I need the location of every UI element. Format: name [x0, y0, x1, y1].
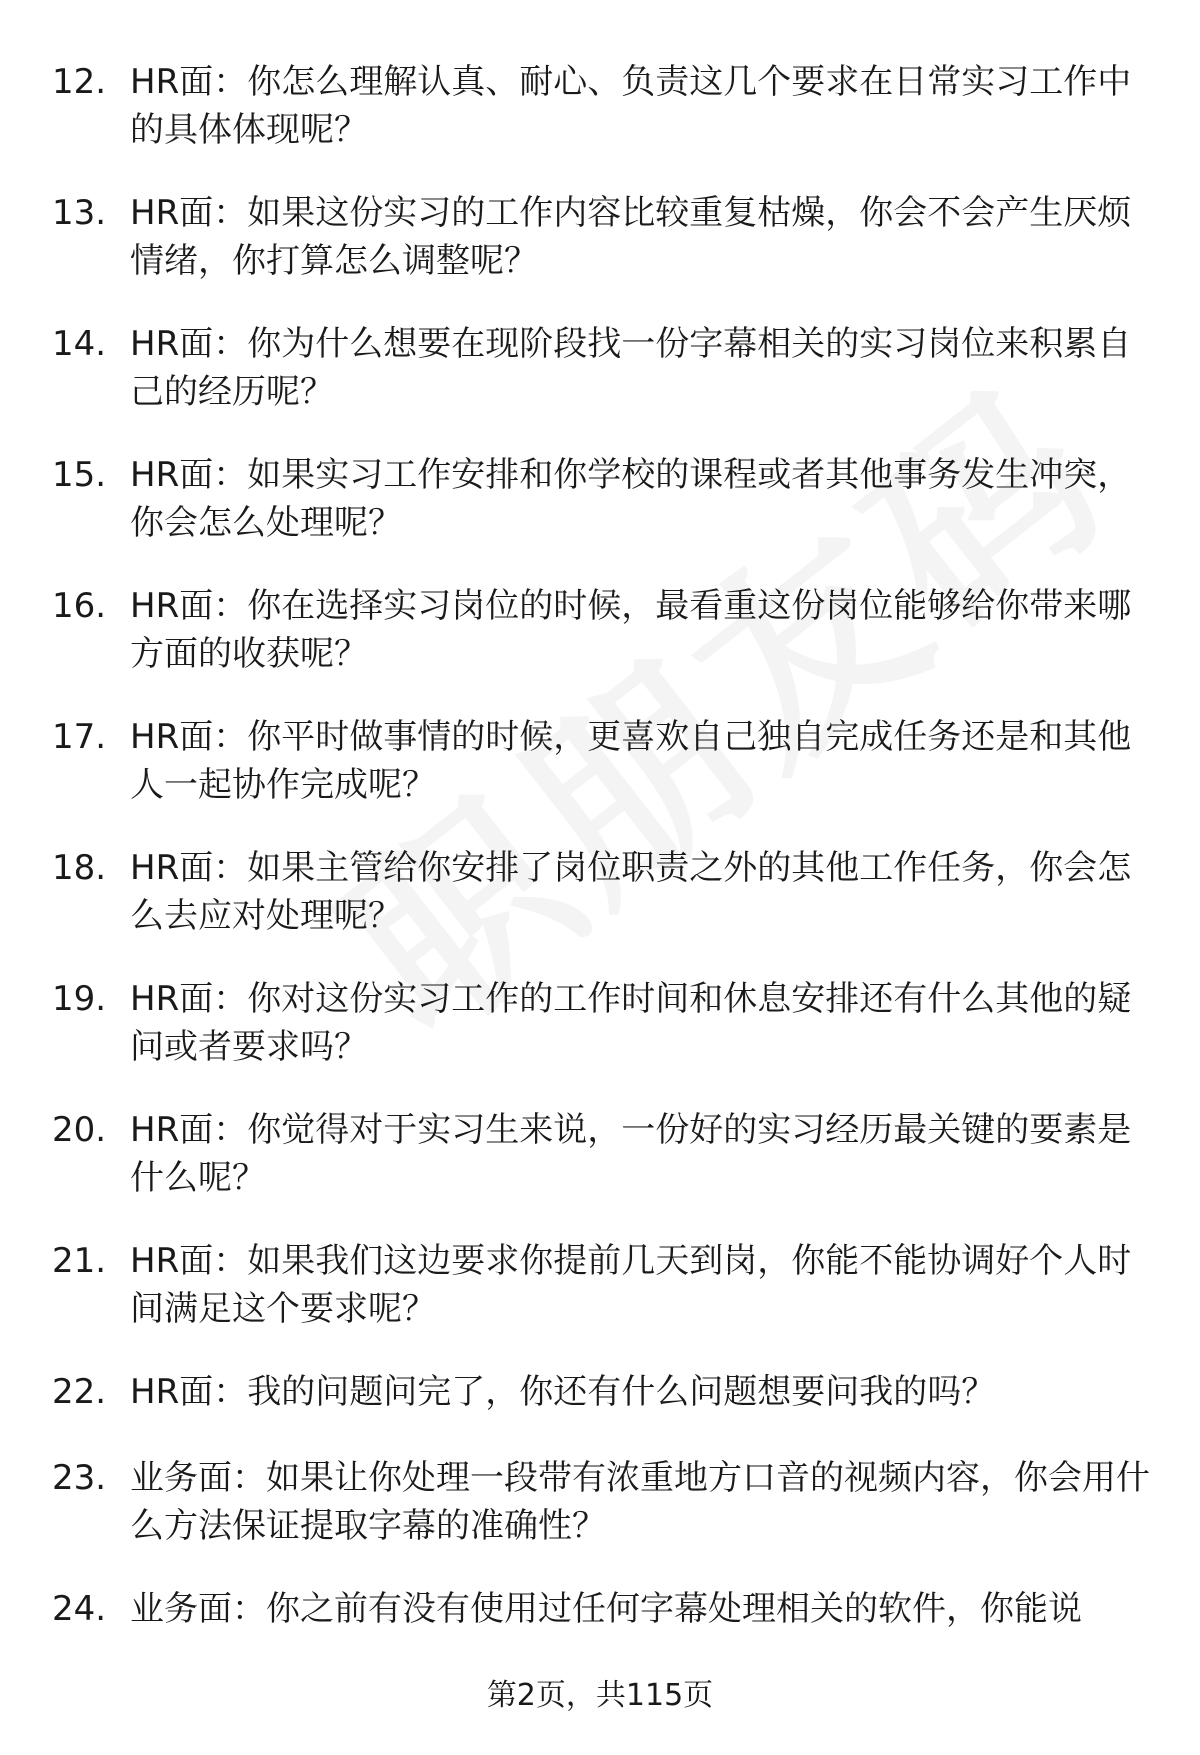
question-item [0, 975, 1200, 1106]
question-number: 22. [52, 1372, 107, 1412]
question-item [0, 58, 1200, 189]
question-item [0, 844, 1200, 975]
question-item [0, 1106, 1200, 1237]
question-text: HR面：你对这份实习工作的工作时间和休息安排还有什么其他的疑问或者要求吗？ [130, 979, 1132, 1067]
question-number: 14. [52, 324, 107, 364]
question-text: 业务面：你之前有没有使用过任何字幕处理相关的软件，你能说 [130, 1589, 1082, 1629]
question-list [0, 58, 1200, 1671]
question-item [0, 582, 1200, 713]
question-number: 15. [52, 455, 107, 495]
question-item [0, 1454, 1200, 1585]
question-number: 18. [52, 848, 107, 888]
question-item [0, 189, 1200, 320]
question-text: HR面：如果这份实习的工作内容比较重复枯燥，你会不会产生厌烦情绪，你打算怎么调整呢？ [130, 193, 1132, 281]
question-text: HR面：你觉得对于实习生来说，一份好的实习经历最关键的要素是什么呢？ [130, 1110, 1132, 1198]
question-number: 21. [52, 1241, 107, 1281]
question-number: 13. [52, 193, 107, 233]
question-text: HR面：如果我们这边要求你提前几天到岗，你能不能协调好个人时间满足这个要求呢？ [130, 1241, 1132, 1329]
question-text: HR面：如果主管给你安排了岗位职责之外的其他工作任务，你会怎么去应对处理呢？ [130, 848, 1132, 936]
question-item [0, 1585, 1200, 1671]
question-item [0, 451, 1200, 582]
question-number: 24. [52, 1589, 107, 1629]
question-text: 业务面：如果让你处理一段带有浓重地方口音的视频内容，你会用什么方法保证提取字幕的准确性？ [130, 1458, 1150, 1546]
question-text: HR面：你平时做事情的时候，更喜欢自己独自完成任务还是和其他人一起协作完成呢？ [130, 717, 1132, 805]
question-item [0, 713, 1200, 844]
question-text: HR面：你在选择实习岗位的时候，最看重这份岗位能够给你带来哪方面的收获呢？ [130, 586, 1132, 674]
question-item [0, 320, 1200, 451]
question-number: 23. [52, 1458, 107, 1498]
question-number: 20. [52, 1110, 107, 1150]
question-item [0, 1368, 1200, 1454]
question-number: 17. [52, 717, 107, 757]
page-footer: 第2页，共115页 [486, 1678, 714, 1713]
question-text: HR面：你为什么想要在现阶段找一份字幕相关的实习岗位来积累自己的经历呢？ [130, 324, 1132, 412]
question-number: 16. [52, 586, 107, 626]
question-text: HR面：我的问题问完了，你还有什么问题想要问我的吗？ [130, 1372, 996, 1412]
question-text: HR面：如果实习工作安排和你学校的课程或者其他事务发生冲突，你会怎么处理呢？ [130, 455, 1132, 543]
question-number: 19. [52, 979, 107, 1019]
question-number: 12. [52, 62, 107, 102]
question-text: HR面：你怎么理解认真、耐心、负责这几个要求在日常实习工作中的具体体现呢？ [130, 62, 1132, 150]
question-item [0, 1237, 1200, 1368]
